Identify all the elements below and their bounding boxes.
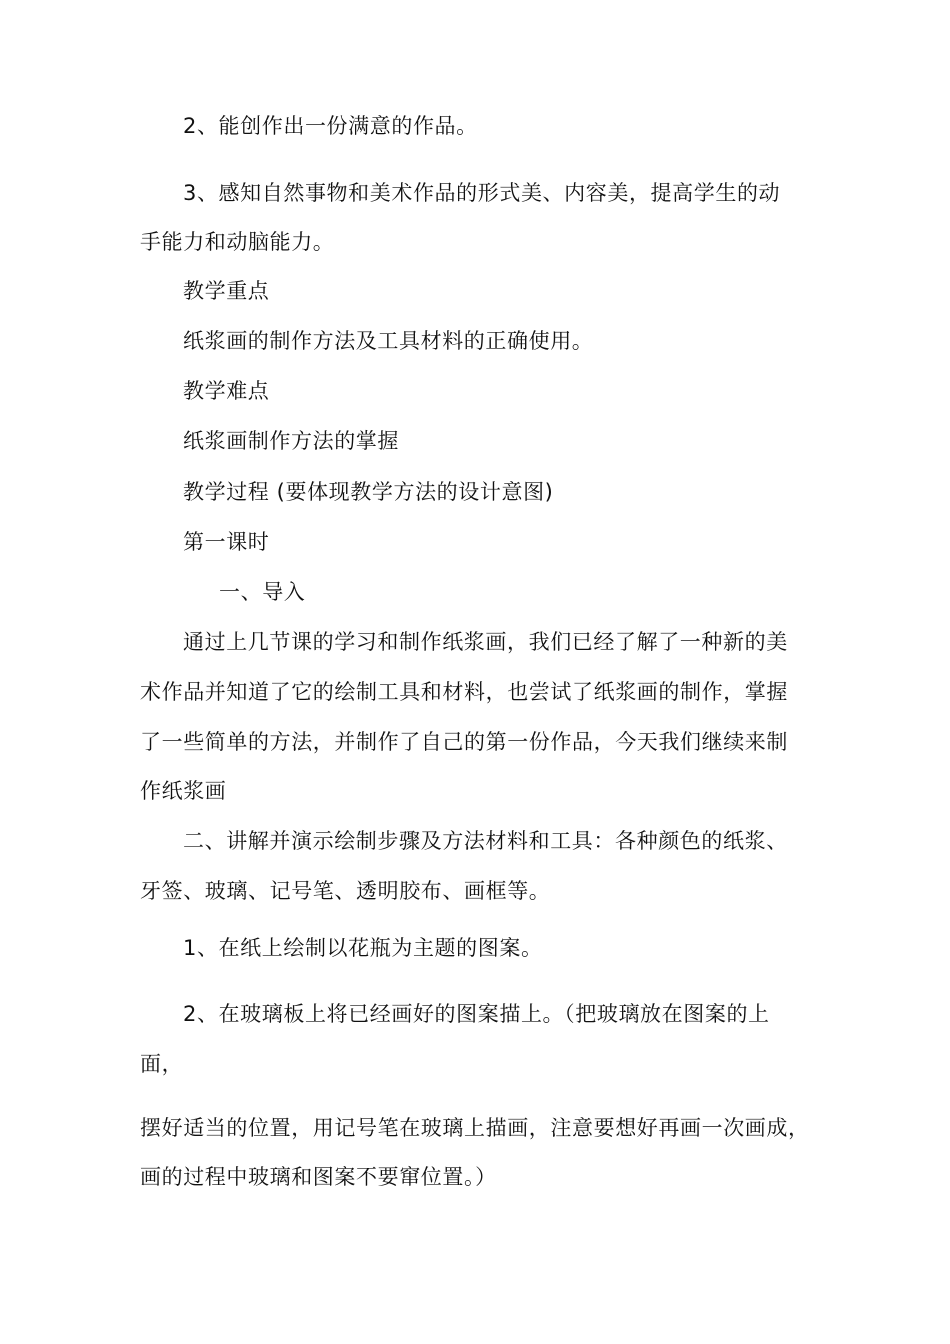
subsection-introduction: 一、导入 [219, 580, 306, 604]
subsection-demonstration-line-1: 二、讲解并演示绘制步骤及方法材料和工具：各种颜色的纸浆、 [183, 829, 788, 853]
intro-paragraph-line-4: 作纸浆画 [140, 779, 227, 803]
lesson-period-heading: 第一课时 [183, 530, 270, 554]
subsection-demonstration-line-2: 牙签、玻璃、记号笔、透明胶布、画框等。 [140, 879, 551, 903]
step-2-text-line-2: 面， [140, 1052, 184, 1076]
objective-line-2: 2、能创作出一份满意的作品。 [183, 114, 478, 138]
section-heading-difficulties: 教学难点 [183, 379, 270, 403]
key-points-text: 纸浆画的制作方法及工具材料的正确使用。 [183, 329, 594, 353]
step-2-text-line-1: 2、在玻璃板上将已经画好的图案描上。（把玻璃放在图案的上 [183, 1002, 770, 1026]
objective-line-3: 3、感知自然事物和美术作品的形式美、内容美，提高学生的动 [183, 181, 781, 205]
step-1-text: 1、在纸上绘制以花瓶为主题的图案。 [183, 936, 543, 960]
section-heading-process: 教学过程 (要体现教学方法的设计意图) [183, 480, 554, 504]
difficulties-text: 纸浆画制作方法的掌握 [183, 429, 399, 453]
step-2-text-line-4: 画的过程中玻璃和图案不要窜位置。） [140, 1165, 497, 1189]
section-heading-key-points: 教学重点 [183, 279, 270, 303]
intro-paragraph-line-3: 了一些简单的方法，并制作了自己的第一份作品，今天我们继续来制 [140, 730, 788, 754]
objective-line-3-continued: 手能力和动脑能力。 [140, 230, 335, 254]
step-2-text-line-3: 摆好适当的位置，用记号笔在玻璃上描画，注意要想好再画一次画成， [140, 1116, 810, 1140]
intro-paragraph-line-2: 术作品并知道了它的绘制工具和材料，也尝试了纸浆画的制作，掌握 [140, 680, 788, 704]
intro-paragraph-line-1: 通过上几节课的学习和制作纸浆画，我们已经了解了一种新的美 [183, 630, 788, 654]
